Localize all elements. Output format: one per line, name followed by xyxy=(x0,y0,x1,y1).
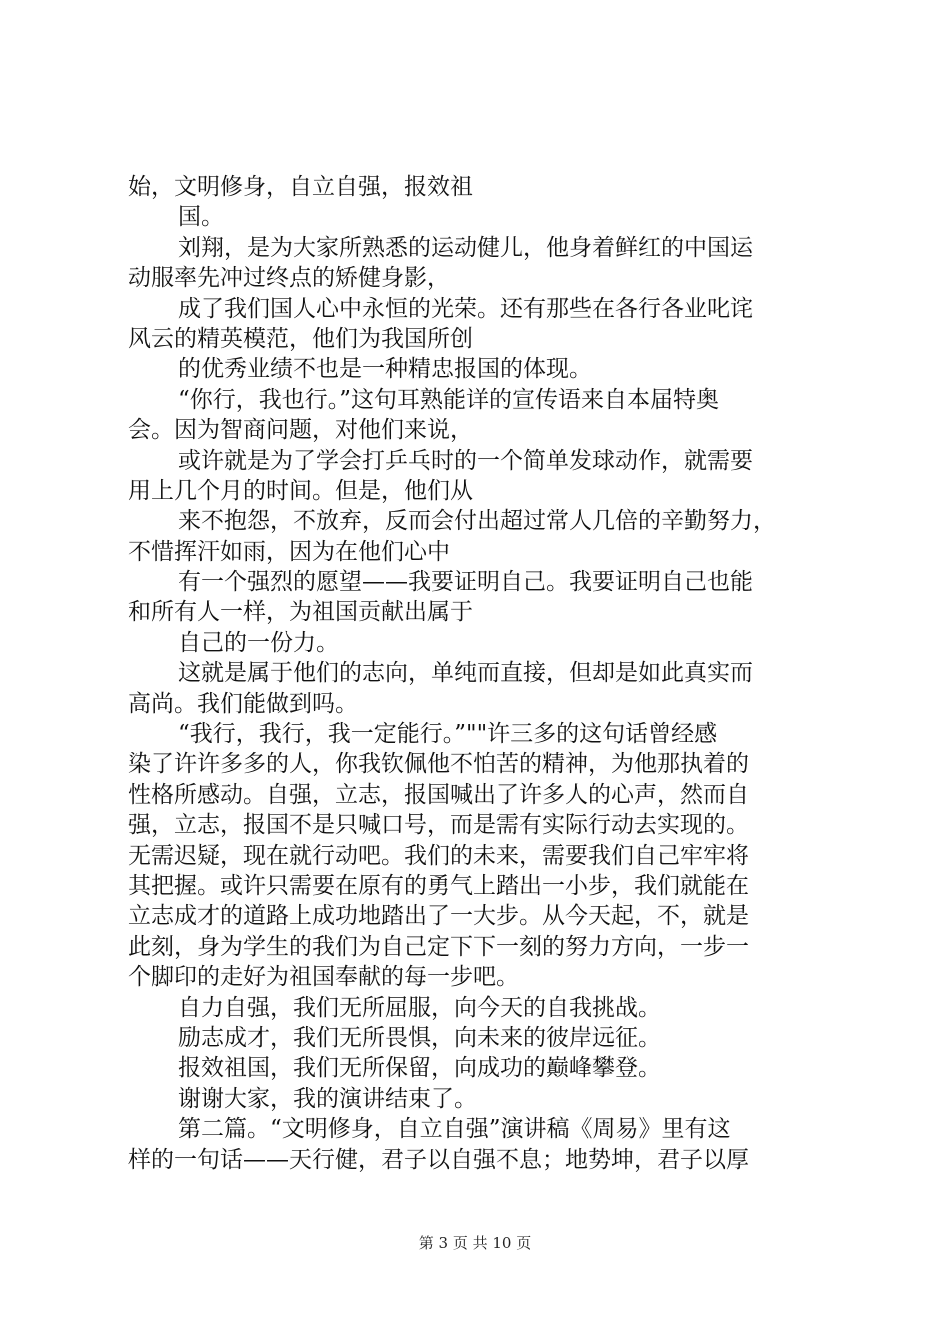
text-line: 励志成才，我们无所畏惧，向未来的彼岸远征。 xyxy=(178,1024,661,1051)
page-footer: 第 3 页 共 10 页 xyxy=(418,1234,532,1252)
text-line: 高尚。我们能做到吗。 xyxy=(128,690,358,717)
text-line: 样的一句话——天行健，君子以自强不息；地势坤，君子以厚 xyxy=(128,1146,749,1173)
text-line: 风云的精英模范，他们为我国所创 xyxy=(128,325,473,352)
text-line: 的优秀业绩不也是一种精忠报国的体现。 xyxy=(178,356,592,383)
text-line: 立志成才的道路上成功地踏出了一大步。从今天起，不，就是 xyxy=(128,903,749,930)
text-line: 成了我们国人心中永恒的光荣。还有那些在各行各业叱诧 xyxy=(178,295,753,322)
text-line: 国。 xyxy=(178,204,224,231)
text-line: 和所有人一样，为祖国贡献出属于 xyxy=(128,599,473,626)
text-line: 动服率先冲过终点的矫健身影， xyxy=(128,265,450,292)
text-line: 会。因为智商问题，对他们来说， xyxy=(128,417,473,444)
text-line: 来不抱怨，不放弃，反而会付出超过常人几倍的辛勤努力， xyxy=(178,508,776,535)
text-line: “你行，我也行。”这句耳熟能详的宣传语来自本届特奥 xyxy=(178,386,720,413)
text-line: 此刻，身为学生的我们为自己定下下一刻的努力方向，一步一 xyxy=(128,933,749,960)
text-line: 不惜挥汗如雨，因为在他们心中 xyxy=(128,538,450,565)
text-line: 这就是属于他们的志向，单纯而直接，但却是如此真实而 xyxy=(178,660,753,687)
text-line: 刘翔，是为大家所熟悉的运动健儿，他身着鲜红的中国运 xyxy=(178,234,753,261)
text-line: 自己的一份力。 xyxy=(178,629,339,656)
text-line: 或许就是为了学会打乒乓时的一个简单发球动作，就需要 xyxy=(178,447,753,474)
text-line: 个脚印的走好为祖国奉献的每一步吧。 xyxy=(128,964,519,991)
text-line: 性格所感动。自强，立志，报国喊出了许多人的心声，然而自 xyxy=(128,781,749,808)
text-line: 始，文明修身，自立自强，报效祖 xyxy=(128,174,473,200)
text-line: 其把握。或许只需要在原有的勇气上踏出一小步，我们就能在 xyxy=(128,872,749,899)
text-line: 谢谢大家，我的演讲结束了。 xyxy=(178,1085,477,1112)
text-line: 报效祖国，我们无所保留，向成功的巅峰攀登。 xyxy=(178,1055,661,1082)
text-line: 用上几个月的时间。但是，他们从 xyxy=(128,477,473,504)
text-line: 染了许许多多的人，你我钦佩他不怕苦的精神，为他那执着的 xyxy=(128,751,749,778)
text-line: 第二篇。“文明修身，自立自强”演讲稿《周易》里有这 xyxy=(178,1116,731,1143)
text-line: “我行，我行，我一定能行。”""许三多的这句话曾经感 xyxy=(178,721,718,748)
text-line: 自力自强，我们无所屈服，向今天的自我挑战。 xyxy=(178,994,661,1021)
text-line: 无需迟疑，现在就行动吧。我们的未来，需要我们自己牢牢将 xyxy=(128,842,749,869)
text-line: 强，立志，报国不是只喊口号，而是需有实际行动去实现的。 xyxy=(128,812,749,839)
document-body xyxy=(128,172,828,1175)
text-line: 有一个强烈的愿望——我要证明自己。我要证明自己也能 xyxy=(178,569,753,596)
